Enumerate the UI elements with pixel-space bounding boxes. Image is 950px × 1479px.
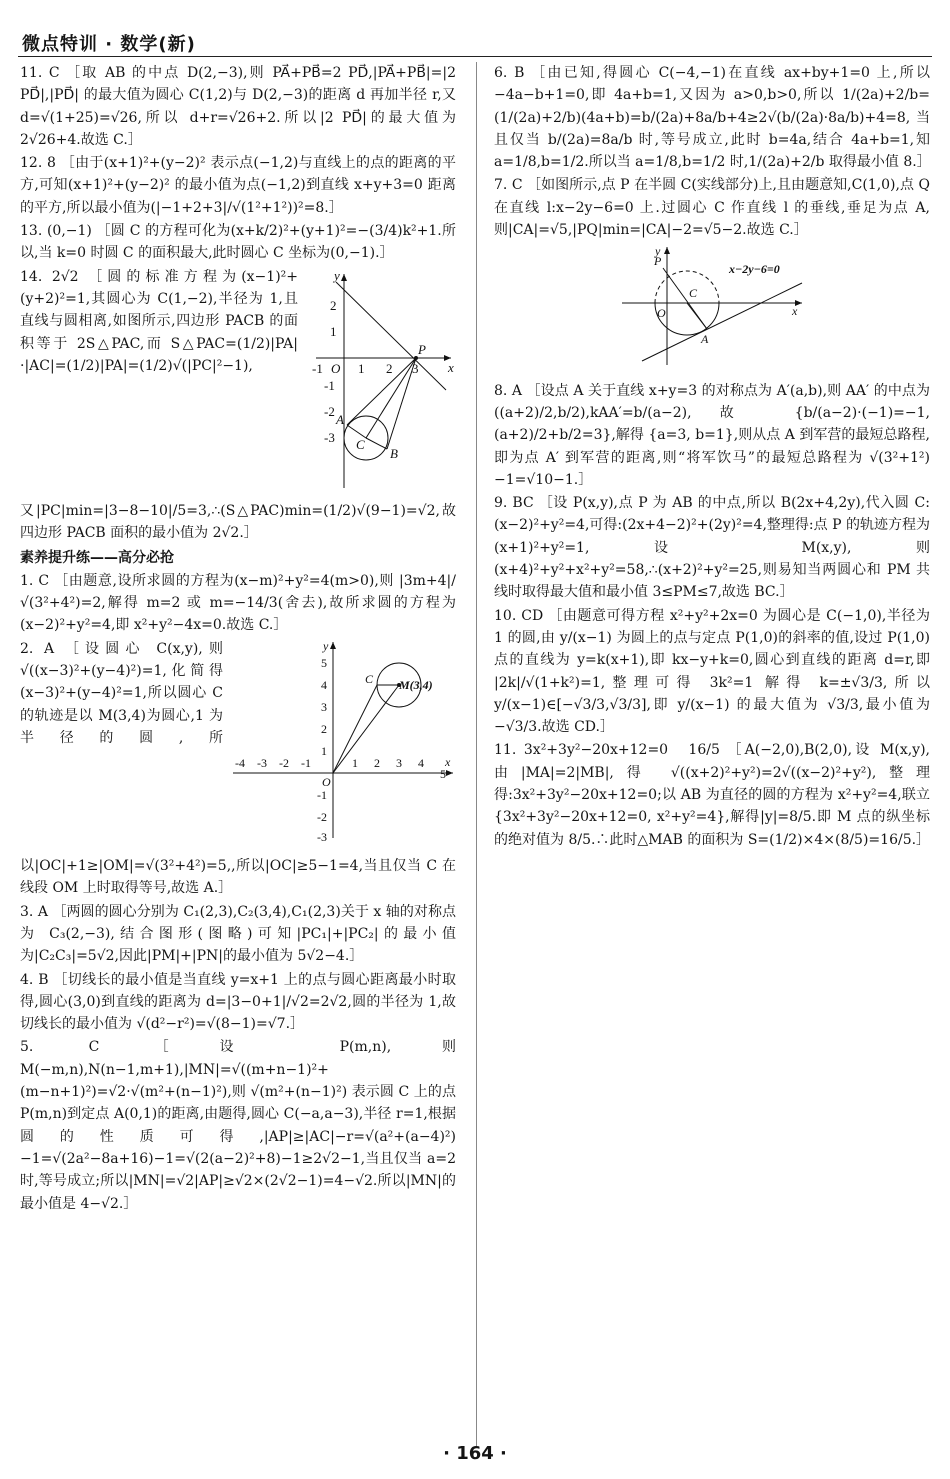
answer-item: 8. A ［设点 A 关于直线 x+y=3 的对称点为 A′(a,b),则 AA′ 的中点为((a+2)/2,b/2),kAA′=b/(a−2),故 {b/(a−2)·(−1)=−1, (a+2)/2+b/2=3},解得 {a=3, b=1},则从点 A 到军营的最短总路程,即为点 A′ 到军营的距离,则“将军饮马”的最短总路程为 √(3²+1²)−1=√10−1.］: [494, 382, 930, 488]
page-header: 微点特训 · 数学(新): [22, 34, 196, 55]
origin-label: O: [331, 360, 341, 376]
segment-pq: [663, 268, 707, 329]
segment-cb: [366, 438, 387, 449]
tick-x-neg3: -3: [257, 755, 267, 770]
label-c: C: [689, 286, 698, 301]
tick-y-1: 1: [321, 743, 327, 758]
right-column: [494, 62, 930, 852]
tick-y-neg1: -1: [317, 787, 327, 802]
origin-label: O: [322, 774, 331, 789]
tick-x-3: 3: [396, 755, 402, 770]
answer-item: 7. C ［如图所示,点 P 在半圆 C(实线部分)上,且由题意知,C(1,0),点 Q 在直线 l:x−2y−6=0 上.过圆心 C 作直线 l 的垂线,垂足为点 A,则|CA|=√5,|PQ|min=|CA|−2=√5−2.故选 C.］: [494, 177, 930, 239]
tick-x-5: 5: [440, 766, 446, 781]
answer-item: 5. C ［设 P(m,n),则 M(−m,n),N(n−1,m+1),|MN|=√((m+n−1)²+(m−n+1)²)=√2·√(m²+(n−1)²),则 √(m²+(n−1)²) 表示圆 C 上的点 P(m,n)到定点 A(0,1)的距离,由题得,圆心 C(−a,a−3),半径 r=1,根据圆的性质可得,|AP|≥|AC|−r=√(a²+(a−4)²)−1=√(2a²−8a+16)−1=√(2(a−2)²+8)−1≥2√2−1,当且仅当 a=2 时,等号成立;所以|MN|=√2|AP|≥√2×(2√2−1)=4−√2.所以|MN|的最小值是 4−√2.］: [20, 1039, 456, 1212]
answer-group-left-a: [20, 62, 456, 265]
tick-y-1: 1: [330, 323, 337, 339]
answer-item: 11. C ［取 AB 的中点 D(2,−3),则 PA⃗+PB⃗=2 PD⃗,|PA⃗+PB⃗|=|2 PD⃗|,|PD⃗| 的最大值为圆心 C(1,2)与 D(2,−3)的距离 d 再加半径 r,又 d=√(1+25)=√26,所以 d+r=√26+2.所以|2 PD⃗|的最大值为 2√26+4.故选 C.］: [20, 65, 456, 148]
tick-x-3: 3: [412, 360, 419, 376]
figure-q14: [306, 266, 456, 498]
answer-group-left-c: [20, 901, 456, 1215]
answer-group-right-b: [494, 380, 930, 851]
answer-item: 4. B ［切线长的最小值是当直线 y=x+1 上的点与圆心距离最小时取得,圆心(3,0)到直线的距离为 d=|3−0+1|/√2=2√2,圆的半径为 1,故切线长的最小值为 √(d²−r²)=√(8−1)=√7.］: [20, 971, 456, 1033]
tick-y-3: 3: [321, 699, 327, 714]
label-p: P: [418, 341, 426, 357]
tick-y-4: 4: [321, 677, 327, 692]
figure-q7-svg: [617, 243, 807, 368]
answer-item: 13. (0,−1) ［圆 C 的方程可化为(x+k/2)²+(y+1)²=−(3/4)k²+1.所以,当 k=0 时圆 C 的面积最大,此时圆心 C 坐标为(0,−1).］: [20, 223, 456, 262]
origin-label: O: [657, 306, 666, 321]
tick-x-neg1: -1: [301, 755, 311, 770]
answer-group-left-b: [20, 570, 456, 637]
label-c: C: [365, 671, 374, 686]
y-arrow: [330, 642, 336, 649]
tick-y-neg2: -2: [324, 403, 335, 419]
label-b: B: [390, 445, 398, 461]
tick-x-neg1: -1: [312, 360, 323, 376]
label-m: M(3,4): [399, 677, 433, 692]
tick-x-2: 2: [386, 360, 393, 376]
line-label: x−2y−6=0: [729, 262, 780, 277]
figure-q7: [494, 243, 930, 375]
section-heading: 素养提升练——高分必抢: [20, 549, 174, 566]
answer-item: 10. CD ［由题意可得方程 x²+y²+2x=0 为圆心是 C(−1,0),半径为 1 的圆,由 y/(x−1) 为圆上的点与定点 P(1,0)的斜率的值,设过 P(1,0)点的直线为 y=k(x+1),即 kx−y+k=0,圆心到直线的距离 d=r,即 |2k|/√(1+k²)=1,整理可得 3k²=1 解得 k=±√3/3,所以 y/(x−1)∈[−√3/3,√3/3],即 y/(x−1) 的最大值为 √3/3,最小值为 −√3/3.故选 CD.］: [494, 607, 930, 736]
answer-group-right-a: [494, 62, 930, 241]
answer-2-text: 2. A ［设圆心 C(x,y),则 √((x−3)²+(y−4)²)=1,化简得(x−3)²+(y−4)²=1,所以圆心 C 的轨迹是以 M(3,4)为圆心,1 为半径的圆,所以|OC|+1≥|OM|=√(3²+4²)=5,,所以|OC|≥5−1=4,当且仅当 C 在线段 OM 上时取得等号,故选 A.］: [20, 640, 456, 897]
label-a: A: [701, 332, 709, 347]
y-arrow: [664, 247, 670, 254]
figure-q2: [231, 638, 456, 853]
header-rule: [18, 56, 932, 57]
answer-item: 9. BC ［设 P(x,y),点 P 为 AB 的中点,所以 B(2x+4,2y),代入圆 C:(x−2)²+y²=4,可得:(2x+4−2)²+(2y)²=4,整理得:点 P 的轨迹方程为(x+1)²+y²=1,设 M(x,y),则(x+4)²+y²+x²+y²=58,∴(x+2)²+y²=25,则易知当两圆心和 PM 共线时取得最大值和最小值 3≤PM≤7,故选 BC.］: [494, 495, 930, 601]
tick-x-neg2: -2: [279, 755, 289, 770]
segment-om: [333, 685, 399, 773]
axis-label-x: x: [445, 754, 451, 769]
axis-label-x: x: [792, 304, 798, 319]
tick-y-2: 2: [321, 721, 327, 736]
figure-q2-svg: [231, 638, 456, 846]
tick-y-5: 5: [321, 655, 327, 670]
axis-label-y: y: [655, 244, 661, 259]
upper-semicircle: [655, 271, 719, 303]
tick-y-neg2: -2: [317, 809, 327, 824]
label-a: A: [336, 411, 344, 427]
label-c: C: [356, 436, 365, 452]
answer-14: [20, 266, 456, 545]
y-arrow: [341, 274, 347, 281]
axis-label-x: x: [448, 359, 454, 375]
tick-x-neg4: -4: [235, 755, 245, 770]
answer-item: 3. A ［两圆的圆心分别为 C₁(2,3),C₂(3,4),C₁(2,3)关于 x 轴的对称点为 C₃(2,−3),结合图形(图略)可知|PC₁|+|PC₂|的最小值为|C₂C₃|=5√2,因此|PM|+|PN|的最小值为 5√2−4.］: [20, 903, 456, 965]
answer-item: 1. C ［由题意,设所求圆的方程为(x−m)²+y²=4(m>0),则 |3m+4|/√(3²+4²)=2,解得 m=2 或 m=−14/3(舍去),故所求圆的方程为(x−2)²+y²=4,即 x²+y²−4x=0.故选 C.］: [20, 572, 456, 634]
answer-2: [20, 638, 456, 900]
figure-q14-svg: [306, 266, 456, 491]
column-divider: [476, 62, 477, 1447]
x-arrow: [446, 770, 453, 776]
answer-item: 12. 8 ［由于(x+1)²+(y−2)² 表示点(−1,2)与直线上的点的距离的平方,可知(x+1)²+(y−2)² 的最小值为点(−1,2)到直线 x+y+3=0 距离的平方,所以最小值为(|−1+2+3|/√(1²+1²))²=8.］: [20, 155, 456, 216]
tick-x-1: 1: [352, 755, 358, 770]
tick-x-1: 1: [358, 360, 365, 376]
tick-y-neg3: -3: [317, 829, 327, 844]
tick-y-2: 2: [330, 297, 337, 313]
answer-item: 6. B ［由已知,得圆心 C(−4,−1)在直线 ax+by+1=0 上,所以−4a−b+1=0,即 4a+b=1,又因为 a>0,b>0,所以 1/(2a)+2/b=(1/(2a)+2/b)(4a+b)=b/(2a)+8a/b+4≥2√(b/(2a)·8a/b)+4=8,当且仅当 b/(2a)=8a/b 时,等号成立,此时 b=4a,结合 4a+b=1,知 a=1/8,b=1/2.所以当 a=1/8,b=1/2 时,1/(2a)+2/b 取得最小值 8.］: [494, 65, 931, 171]
tick-y-neg1: -1: [324, 377, 335, 393]
axis-label-y: y: [323, 638, 329, 653]
left-column: [20, 62, 456, 1216]
label-p: P: [654, 254, 662, 269]
tick-y-neg3: -3: [324, 429, 335, 445]
axis-label-y: y: [334, 267, 340, 283]
answer-14-text: 14. 2√2 ［圆的标准方程为(x−1)²+(y+2)²=1,其圆心为 C(1,−2),半径为 1,且直线与圆相离,如图所示,四边形 PACB 的面积等于 2S△PAC,而 S△PAC=(1/2)|PA|·|AC|=(1/2)|PA|=(1/2)√(|PC|²−1),又|PC|min=|3−8−10|/5=3,∴(S△PAC)min=(1/2)√(9−1)=√2,故四边形 PACB 面积的最小值为 2√2.］: [20, 268, 456, 542]
line-l: [642, 283, 802, 361]
page-number: · 164 ·: [443, 1443, 507, 1464]
tick-x-2: 2: [374, 755, 380, 770]
tick-x-4: 4: [418, 755, 424, 770]
answer-item: 11. 3x²+3y²−20x+12=0 16/5 ［A(−2,0),B(2,0),设 M(x,y),由|MA|=2|MB|,得 √((x+2)²+y²)=2√((x−2)²+y²),整理得:3x²+3y²−20x+12=0;以 AB 为直径的圆的方程为 x²+y²=4,联立 {3x²+3y²−20x+12=0, x²+y²=4},解得|y|=8/5.即 M 点的纵坐标的绝对值为 8/5.∴此时△MAB 的面积为 S=(1/2)×4×(8/5)=16/5.］: [494, 742, 931, 848]
